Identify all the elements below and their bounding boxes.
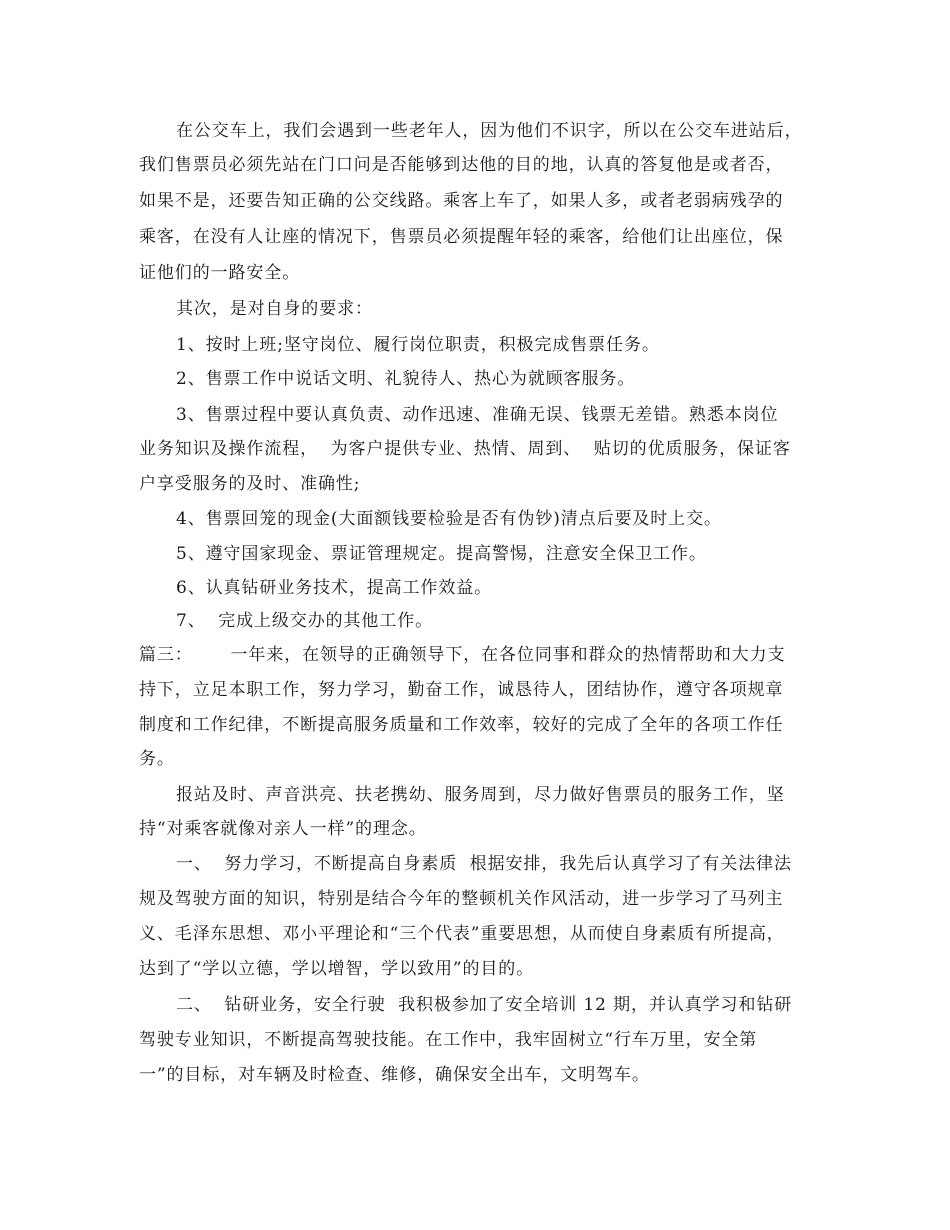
text-line: 其次，是对自身的要求： [176,299,373,319]
text-line: 一”的目标，对车辆及时检查、维修，确保安全出车，文明驾车。 [139,1065,650,1085]
text-line: 务。 [139,749,175,769]
text-line: 制度和工作纪律，不断提高服务质量和工作效率，较好的完成了全年的各项工作任 [139,715,784,735]
text-line: 业务知识及操作流程， 为客户提供专业、热情、周到、 贴切的优质服务，保证客 [139,439,791,459]
list-item: 2、售票工作中说话文明、礼貌待人、热心为就顾客服务。 [176,369,636,389]
list-item: 3、售票过程中要认真负责、动作迅速、准确无误、钱票无差错。熟悉本岗位 [176,405,779,425]
list-item: 7、 完成上级交办的其他工作。 [176,611,434,631]
text-line: 证他们的一路安全。 [139,263,301,283]
text-line: 驾驶专业知识，不断提高驾驶技能。在工作中，我牢固树立“行车万里，安全第 [139,1030,758,1050]
text-line: 报站及时、声音洪亮、扶老携幼、服务周到，尽力做好售票员的服务工作，坚 [176,785,785,805]
text-line: 在公交车上，我们会遇到一些老年人，因为他们不识字，所以在公交车进站后， [176,121,803,141]
list-item: 6、认真钻研业务技术，提高工作效益。 [176,578,493,598]
text-line: 乘客，在没有人让座的情况下，售票员必须提醒年轻的乘客，给他们让出座位，保 [139,227,784,247]
text-line: 义、毛泽东思想、邓小平理论和“三个代表”重要思想，从而使自身素质有所提高， [139,924,785,944]
text-line: 我们售票员必须先站在门口问是否能够到达他的目的地，认真的答复他是或者否， [139,155,784,175]
list-item: 5、遵守国家现金、票证管理规定。提高警惕，注意安全保卫工作。 [176,544,707,564]
section-heading-line: 篇三： 一年来，在领导的正确领导下，在各位同事和群众的热情帮助和大力支 [139,645,786,665]
text-line: 持“对乘客就像对亲人一样”的理念。 [139,819,427,839]
text-line: 一、 努力学习，不断提高自身素质 根据安排，我先后认真学习了有关法律法 [176,854,792,874]
text-line: 规及驾驶方面的知识，特别是结合今年的整顿机关作风活动，进一步学习了马列主 [139,889,784,909]
text-line: 户享受服务的及时、准确性; [139,474,361,494]
list-item: 4、售票回笼的现金(大面额钱要检验是否有伪钞)清点后要及时上交。 [176,509,722,529]
text-line: 二、 钻研业务，安全行驶 我积极参加了安全培训 12 期，并认真学习和钻研 [176,995,793,1015]
list-item: 1、按时上班;坚守岗位、履行岗位职责，积极完成售票任务。 [176,335,660,355]
text-line: 持下，立足本职工作，努力学习，勤奋工作，诚恳待人，团结协作，遵守各项规章 [139,680,784,700]
text-line: 达到了“学以立德，学以增智，学以致用”的目的。 [139,959,535,979]
text-line: 如果不是，还要告知正确的公交线路。乘客上车了，如果人多，或者老弱病残孕的 [139,191,784,211]
